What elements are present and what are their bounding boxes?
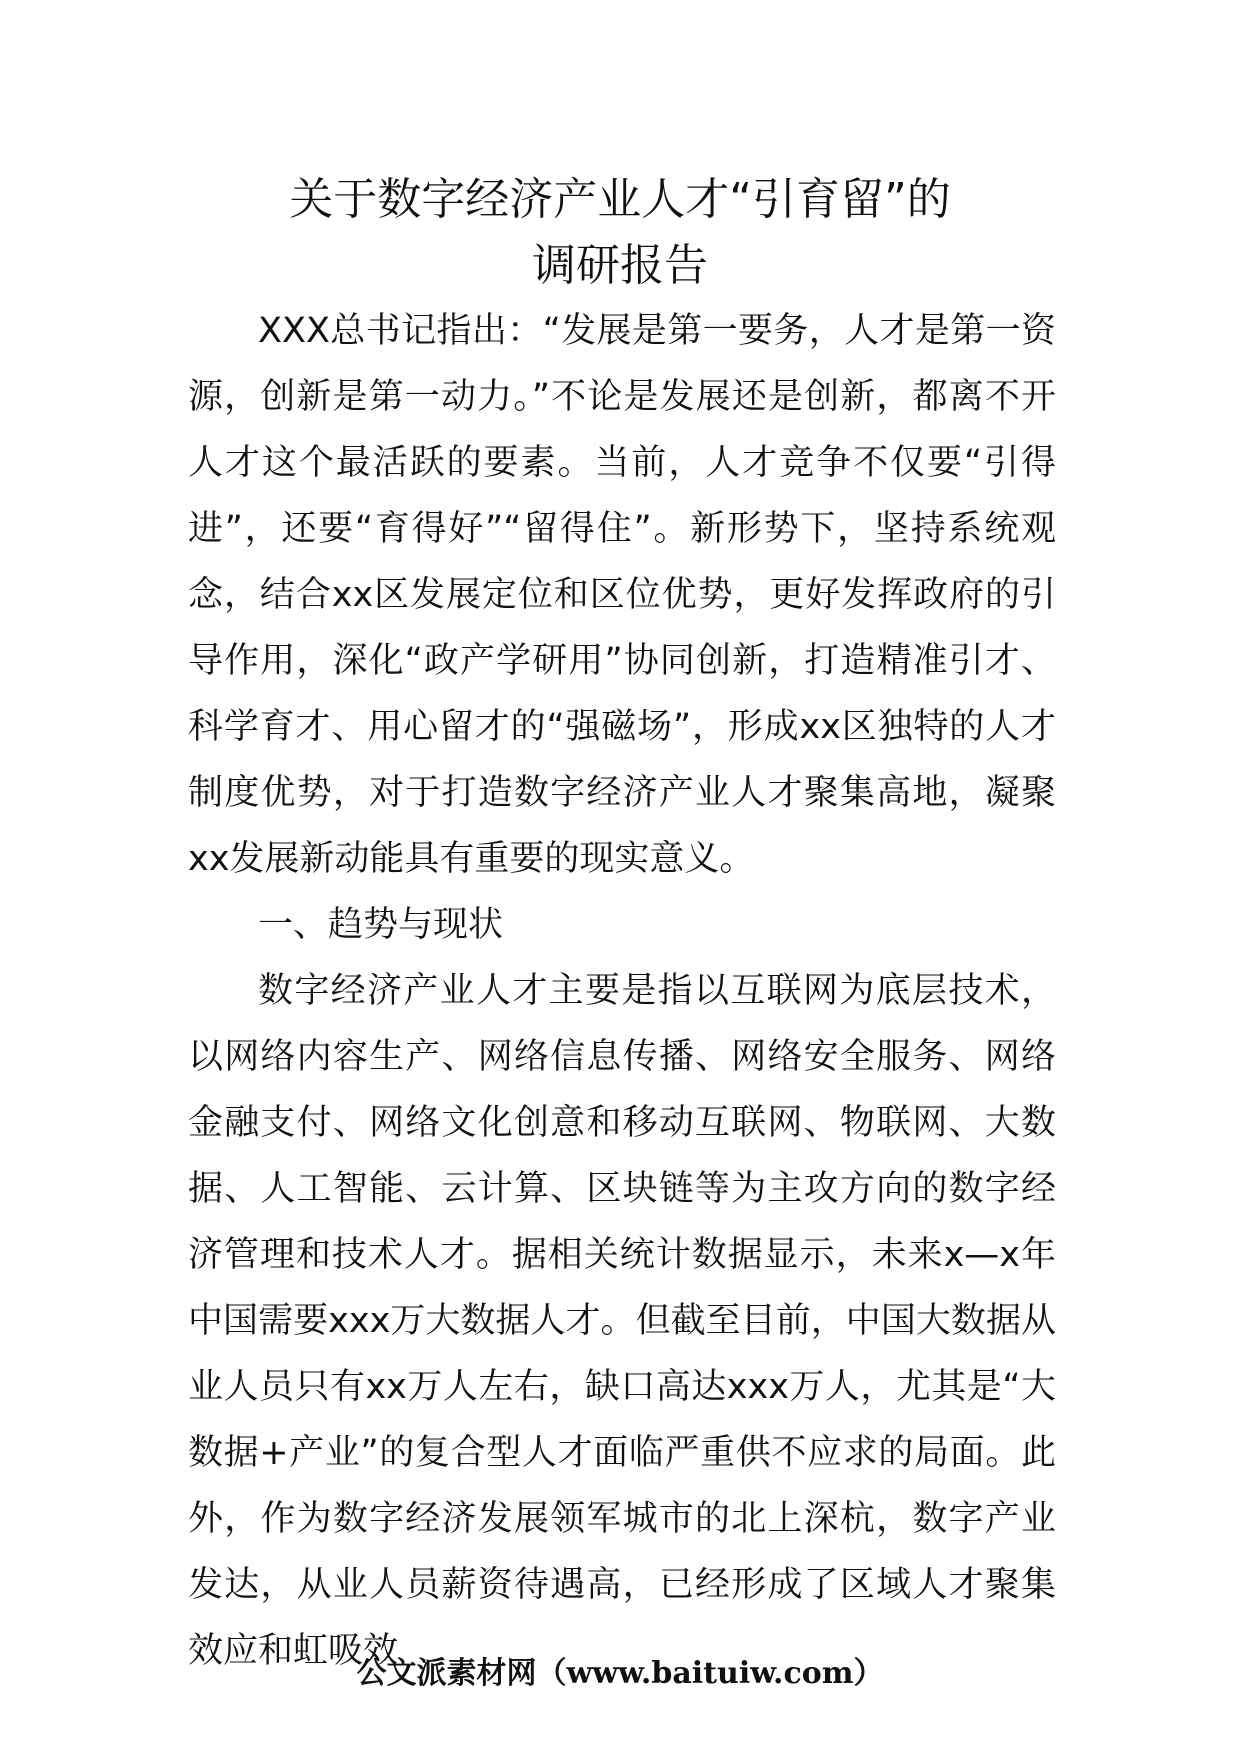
document-title-line-1: 关于数字经济产业人才“引育留”的 bbox=[289, 174, 951, 225]
source-watermark: 公文派素材网（www.baituiw.com） bbox=[356, 1656, 884, 1691]
paragraph-trend: 数字经济产业人才主要是指以互联网为底层技术，以网络内容生产、网络信息传播、网络安全服务、网络金融支付、网络文化创意和移动互联网、物联网、大数据、人工智能、云计算、区块链等为主攻方向的数字经济管理和技术人才。据相关统计数据显示，未来x—x年中国需要xxx万大数据人才。但截至目前，中国大数据从业人员只有xx万人左右，缺口高达xxx万人，尤其是“大数据+产业”的复合型人才面临严重供不应求的局面。此外，作为数字经济发展领军城市的北上深杭，数字产业发达，从业人员薪资待遇高，已经形成了区域人才聚集效应和虹吸效 bbox=[188, 971, 1056, 1671]
document-title-line-2: 调研报告 bbox=[532, 240, 708, 291]
document-body bbox=[188, 298, 1056, 1684]
paragraph-intro: XXX总书记指出：“发展是第一要务，人才是第一资源，创新是第一动力。”不论是发展还是创新，都离不开人才这个最活跃的要素。当前，人才竞争不仅要“引得进”，还要“育得好”“留得住”。新形势下，坚持系统观念，结合xx区发展定位和区位优势，更好发挥政府的引导作用，深化“政产学研用”协同创新，打造精准引才、科学育才、用心留才的“强磁场”，形成xx区独特的人才制度优势，对于打造数字经济产业人才聚集高地，凝聚xx发展新动能具有重要的现实意义。 bbox=[188, 311, 1056, 879]
section-heading: 一、趋势与现状 bbox=[258, 905, 504, 945]
